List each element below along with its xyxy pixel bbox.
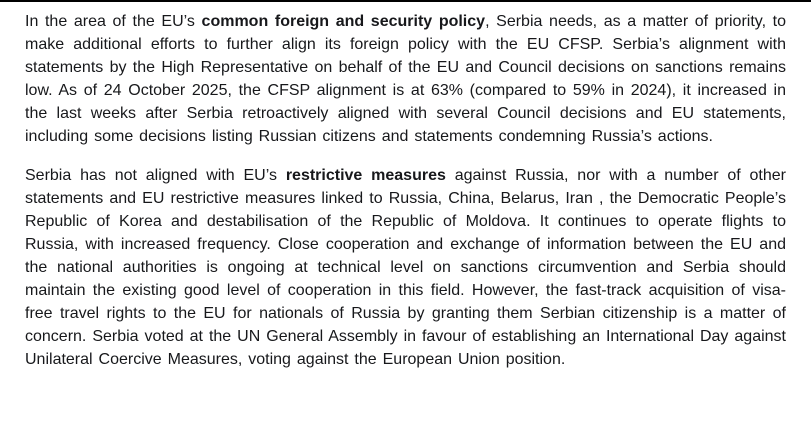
document-body	[0, 2, 811, 371]
body-text: Serbia has not aligned with EU’s	[25, 167, 286, 184]
body-text: , Serbia needs, as a matter of priority, to make additional efforts to further align its foreign policy with the EU CFSP. Serbia’s alignment with statements by the High Representative on behalf of the EU and Council decisions on sanctions remains low. As of 24 October 2025, the CFSP alignment is at 63% (compared to 59% in 2024), it increased in the last weeks after Serbia retroactively aligned with several Council decisions and EU statements, including some decisions listing Russian citizens and statements condemning Russia’s actions.	[25, 13, 787, 145]
body-text: In the area of the EU’s	[25, 13, 202, 30]
bold-text: common foreign and security policy	[201, 13, 486, 30]
bold-text: restrictive measures	[285, 167, 446, 184]
body-text: against Russia, nor with a number of other statements and EU restrictive measures linked to Russia, China, Belarus, Iran , the Democratic People’s Republic of Korea and destabilisation of the Republic of Moldova. It continues to operate flights to Russia, with increased frequency. Close cooperation and exchange of information between the EU and the national authorities is ongoing at technical level on sanctions circumvention and Serbia should maintain the existing good level of cooperation in this field. However, the fast-track acquisition of visa-free travel rights to the EU for nationals of Russia by granting them Serbian citizenship is a matter of concern. Serbia voted at the UN General Assembly in favour of establishing an International Day against Unilateral Coercive Measures, voting against the European Union position.	[25, 167, 787, 368]
paragraph	[25, 164, 786, 371]
paragraph	[25, 10, 786, 148]
